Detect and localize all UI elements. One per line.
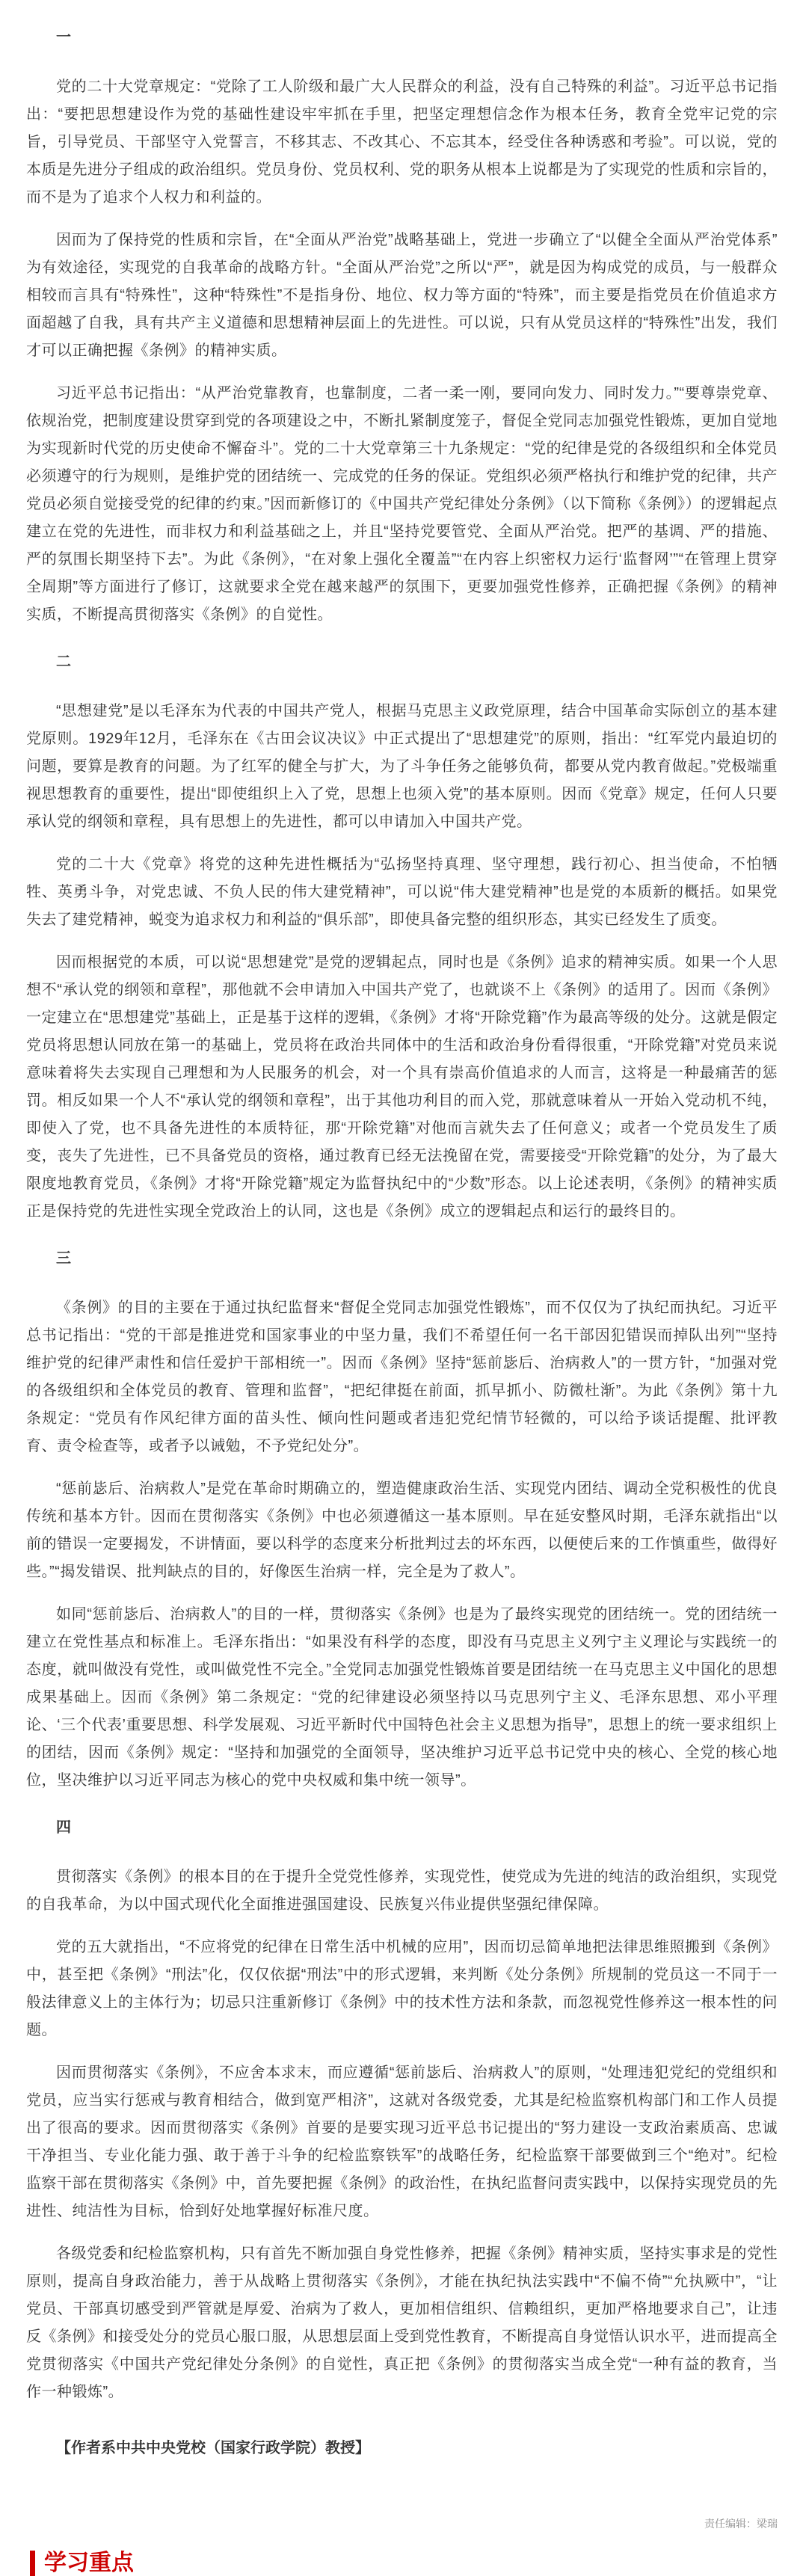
- editor-credit: 责任编辑：梁瑞: [704, 2518, 778, 2530]
- paragraph: 《条例》的目的主要在于通过执纪监督来“督促全党同志加强党性锻炼”，而不仅仅为了执纪而执纪。习近平总书记指出：“党的干部是推进党和国家事业的中坚力量，我们不希望任何一名干部因犯错误而掉队出列”“坚持维护党的纪律严肃性和信任爱护干部相统一”。因而《条例》坚持“惩前毖后、治病救人”的一贯方针，“加强对党的各级组织和全体党员的教育、管理和监督”，“把纪律挺在前面，抓早抓小、防微杜渐”。为此《条例》第十九条规定：“党员有作风纪律方面的苗头性、倾向性问题或者违犯党纪情节轻微的，可以给予谈话提醒、批评教育、责令检查等，或者予以诫勉，不予党纪处分”。: [26, 1300, 778, 1454]
- paragraph: 因而贯彻落实《条例》，不应舍本求末，而应遵循“惩前毖后、治病救人”的原则，“处理违犯党纪的党组织和党员，应当实行惩戒与教育相结合，做到宽严相济”，这就对各级党委，尤其是纪检监察机构部门和工作人员提出了很高的要求。因而贯彻落实《条例》首要的是要实现习近平总书记提出的“努力建设一支政治素质高、忠诚干净担当、专业化能力强、敢于善于斗争的纪检监察铁军”的战略任务，纪检监察干部要做到三个“绝对”。纪检监察干部在贯彻落实《条例》中，首先要把握《条例》的政治性，在执纪监督问责实践中，以保持实现党员的先进性、纯洁性为目标，恰到好处地掌握好标准尺度。: [26, 2065, 778, 2219]
- author-note: 【作者系中共中央党校（国家行政学院）教授】: [56, 2440, 370, 2456]
- section-heading-2: 二: [56, 654, 71, 670]
- paragraph: 党的二十大《党章》将党的这种先进性概括为“弘扬坚持真理、坚守理想，践行初心、担当使命，不怕牺牲、英勇斗争，对党忠诚、不负人民的伟大建党精神”，可以说“伟大建党精神”也是党的本质新的概括。如果党失去了建党精神，蜕变为追求权力和利益的“俱乐部”，即使具备完整的组织形态，其实已经发生了质变。: [26, 856, 778, 928]
- paragraph: 贯彻落实《条例》的根本目的在于提升全党党性修养，实现党性，使党成为先进的纯洁的政治组织，实现党的自我革命，为以中国式现代化全面推进强国建设、民族复兴伟业提供坚强纪律保障。: [26, 1869, 778, 1913]
- paragraph: 习近平总书记指出：“从严治党靠教育，也靠制度，二者一柔一刚，要同向发力、同时发力。”“要尊崇党章、依规治党，把制度建设贯穿到党的各项建设之中，不断扎紧制度笼子，督促全党同志加强党性锻炼，更加自觉地为实现新时代党的历史使命不懈奋斗”。党的二十大党章第三十九条规定：“党的纪律是党的各级组织和全体党员必须遵守的行为规则，是维护党的团结统一、完成党的任务的保证。党组织必须严格执行和维护党的纪律，共产党员必须自觉接受党的纪律的约束。”因而新修订的《中国共产党纪律处分条例》（以下简称《条例》）的逻辑起点建立在党的先进性，而非权力和利益基础之上，并且“坚持党要管党、全面从严治党。把严的基调、严的措施、严的氛围长期坚持下去”。为此《条例》，“在对象上强化全覆盖”“在内容上织密权力运行‘监督网’”“在管理上贯穿全周期”等方面进行了修订，这就要求全党在越来越严的氛围下，更要加强党性修养，正确把握《条例》的精神实质，不断提高贯彻落实《条例》的自觉性。: [26, 385, 778, 623]
- paragraph: 各级党委和纪检监察机构，只有首先不断加强自身党性修养，把握《条例》精神实质，坚持实事求是的党性原则，提高自身政治能力，善于从战略上贯彻落实《条例》，才能在执纪执法实践中“不偏不倚”“允执厥中”，“让党员、干部真切感受到严管就是厚爱、治病为了救人，更加相信组织、信赖组织，更加严格地要求自己”，让违反《条例》和接受处分的党员心服口服，从思想层面上受到党性教育，不断提高自身觉悟认识水平，进而提高全党贯彻落实《中国共产党纪律处分条例》的自觉性，真正把《条例》的贯彻落实当成全党“一种有益的教育，当作一种锻炼”。: [26, 2245, 778, 2400]
- paragraph: 因而为了保持党的性质和宗旨，在“全面从严治党”战略基础上，党进一步确立了“以健全全面从严治党体系”为有效途径，实现党的自我革命的战略方针。“全面从严治党”之所以“严”，就是因为构成党的成员，与一般群众相较而言具有“特殊性”，这种“特殊性”不是指身份、地位、权力等方面的“特殊”，而主要是指党员在价值追求方面超越了自我，具有共产主义道德和思想精神层面上的先进性。可以说，只有从党员这样的“特殊性”出发，我们才可以正确把握《条例》的精神实质。: [26, 232, 778, 359]
- article-body: [26, 0, 778, 2462]
- paragraph: 党的二十大党章规定：“党除了工人阶级和最广大人民群众的利益，没有自己特殊的利益”。习近平总书记指出：“要把思想建设作为党的基础性建设牢牢抓在手里，把坚定理想信念作为根本任务，教育全党牢记党的宗旨，引导党员、干部坚守入党誓言，不移其志、不改其心、不忘其本，经受住各种诱惑和考验”。可以说，党的本质是先进分子组成的政治组织。党员身份、党员权利、党的职务从根本上说都是为了实现党的性质和宗旨的，而不是为了追求个人权力和利益的。: [26, 79, 778, 206]
- paragraph: 党的五大就指出，“不应将党的纪律在日常生活中机械的应用”，因而切忌简单地把法律思维照搬到《条例》中，甚至把《条例》“刑法”化，仅仅依据“刑法”中的形式逻辑，来判断《处分条例》所规制的党员这一不同于一般法律意义上的主体行为；切忌只注重新修订《条例》中的技术性方法和条款，而忽视党性修养这一根本性的问题。: [26, 1939, 778, 2038]
- paragraph: “思想建党”是以毛泽东为代表的中国共产党人，根据马克思主义政党原理，结合中国革命实际创立的基本建党原则。1929年12月，毛泽东在《古田会议决议》中正式提出了“思想建党”的原则，指出：“红军党内最迫切的问题，要算是教育的问题。为了红军的健全与扩大，为了斗争任务之能够负荷，都要从党内教育做起。”党极端重视思想教育的重要性，提出“即使组织上入了党，思想上也须入党”的基本原则。因而《党章》规定，任何人只要承认党的纲领和章程，具有思想上的先进性，都可以申请加入中国共产党。: [26, 703, 778, 830]
- related-section-title: 学习重点: [44, 2551, 134, 2575]
- paragraph: 因而根据党的本质，可以说“思想建党”是党的逻辑起点，同时也是《条例》追求的精神实质。如果一个人思想不“承认党的纲领和章程”，那他就不会申请加入中国共产党了，也就谈不上《条例》的适用了。因而《条例》一定建立在“思想建党”基础上，正是基于这样的逻辑，《条例》才将“开除党籍”作为最高等级的处分。这就是假定党员将思想认同放在第一的基础上，党员将在政治共同体中的生活和政治身份看得很重，“开除党籍”对党员来说意味着将失去实现自己理想和为人民服务的机会，对一个具有崇高价值追求的人而言，这将是一种最痛苦的惩罚。相反如果一个人不“承认党的纲领和章程”，出于其他功利目的而入党，那就意味着从一开始入党动机不纯，即使入了党，也不具备先进性的本质特征，那“开除党籍”对他而言就失去了任何意义；或者一个党员发生了质变，丧失了先进性，已不具备党员的资格，通过教育已经无法挽留在党，需要接受“开除党籍”的处分，为了最大限度地教育党员，《条例》才将“开除党籍”规定为监督执纪中的“少数”形态。以上论述表明，《条例》的精神实质正是保持党的先进性实现全党政治上的认同，这也是《条例》成立的逻辑起点和运行的最终目的。: [26, 954, 778, 1220]
- paragraph: 如同“惩前毖后、治病救人”的目的一样，贯彻落实《条例》也是为了最终实现党的团结统一。党的团结统一建立在党性基点和标准上。毛泽东指出：“如果没有科学的态度，即没有马克思主义列宁主义理论与实践统一的态度，就叫做没有党性，或叫做党性不完全。”全党同志加强党性锻炼首要是团结统一在马克思主义中国化的思想成果基础上。因而《条例》第二条规定：“党的纪律建设必须坚持以马克思列宁主义、毛泽东思想、邓小平理论、‘三个代表’重要思想、科学发展观、习近平新时代中国特色社会主义思想为指导”，思想上的统一要求组织上的团结，因而《条例》规定：“坚持和加强党的全面领导，坚决维护习近平总书记党中央的核心、全党的核心地位，坚决维护以习近平同志为核心的党中央权威和集中统一领导”。: [26, 1606, 778, 1789]
- section-heading-4: 四: [56, 1819, 71, 1836]
- red-accent-bar: [30, 2551, 35, 2576]
- section-heading-1: 一: [56, 29, 71, 46]
- paragraph: “惩前毖后、治病救人”是党在革命时期确立的，塑造健康政治生活、实现党内团结、调动全党积极性的优良传统和基本方针。因而在贯彻落实《条例》中也必须遵循这一基本原则。早在延安整风时期，毛泽东就指出“以前的错误一定要揭发，不讲情面，要以科学的态度来分析批判过去的坏东西，以便使后来的工作慎重些，做得好些。”“揭发错误、批判缺点的目的，好像医生治病一样，完全是为了救人”。: [26, 1481, 778, 1580]
- section-heading-3: 三: [56, 1250, 71, 1267]
- related-section-header: [30, 2551, 803, 2576]
